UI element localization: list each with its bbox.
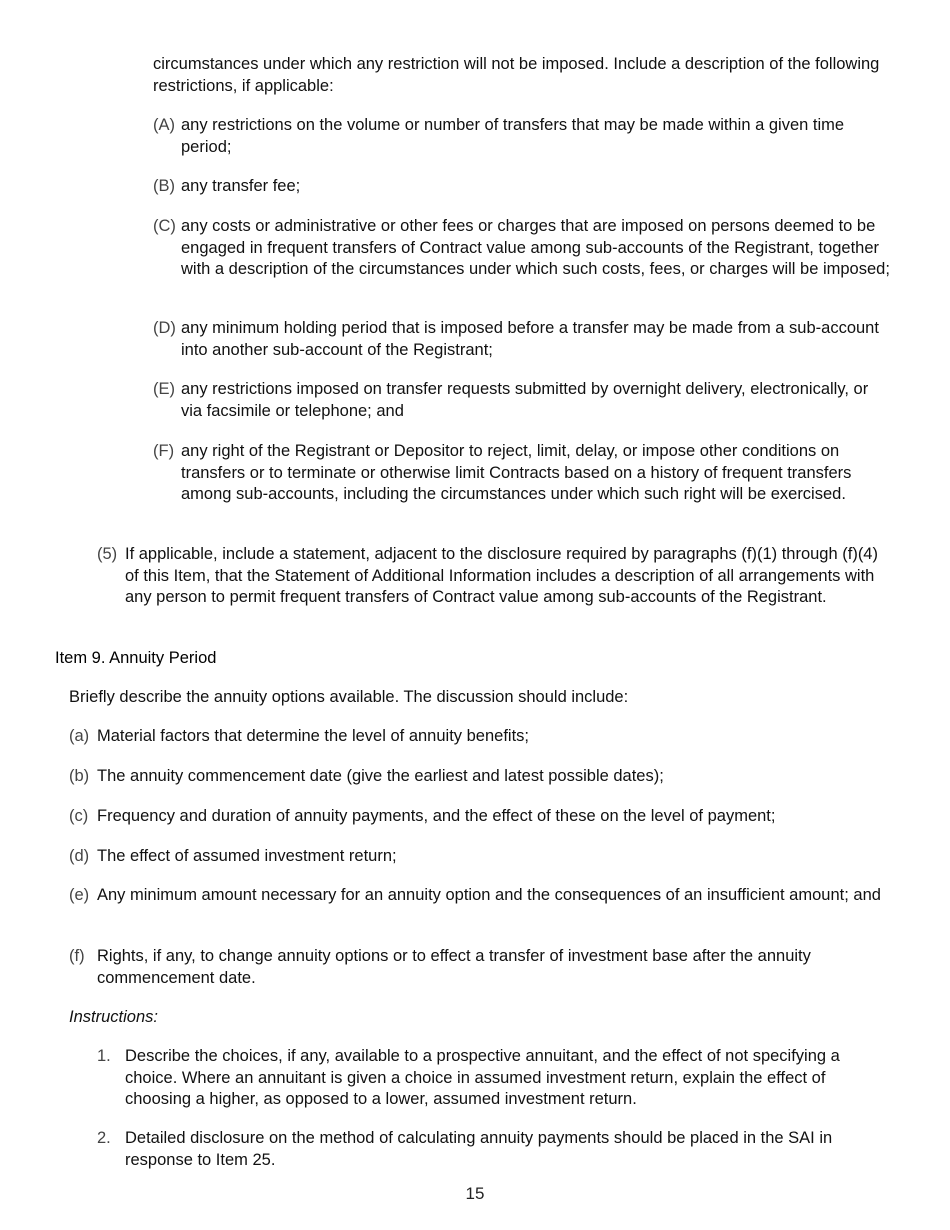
- option-label: (d): [69, 847, 90, 865]
- option-item-c: [69, 806, 889, 828]
- instruction-item-1: [97, 1046, 889, 1111]
- option-text: The effect of assumed investment return;: [97, 847, 397, 865]
- instruction-text: Detailed disclosure on the method of calculating annuity payments should be placed in the SAI in response to Item 25.: [125, 1129, 833, 1169]
- option-text: Any minimum amount necessary for an annuity option and the consequences of an insufficient amount; and: [97, 886, 881, 904]
- option-item-a: [69, 726, 889, 748]
- instruction-label: 2.: [97, 1129, 111, 1147]
- list-label: (B): [153, 177, 175, 195]
- list-text: any restrictions on the volume or number of transfers that may be made within a given time period;: [181, 116, 845, 156]
- list-text: any right of the Registrant or Depositor to reject, limit, delay, or impose other conditions on transfers or to terminate or otherwise limit Contracts based on a history of frequent transfers among sub-accounts, including the circumstances under which such right will be exercised.: [181, 442, 852, 503]
- instruction-text: Describe the choices, if any, available to a prospective annuitant, and the effect of not specifying a choice. Where an annuitant is given a choice in assumed investment return, explain the effect of choosing a higher, as opposed to a lower, assumed investment return.: [125, 1047, 840, 1108]
- option-item-d: [69, 846, 889, 868]
- list-text: any costs or administrative or other fees or charges that are imposed on persons deemed to be engaged in frequent transfers of Contract value among sub-accounts of the Registrant, together with a description of the circumstances under which such costs, fees, or charges will be imposed;: [181, 217, 890, 278]
- option-item-f: [69, 946, 889, 989]
- list-label: (A): [153, 116, 175, 134]
- list-item-c: [153, 216, 893, 281]
- list-item-d: [153, 318, 893, 361]
- list-label: (F): [153, 442, 175, 460]
- instruction-item-2: [97, 1128, 889, 1171]
- section-heading: Item 9. Annuity Period: [55, 649, 217, 667]
- option-label: (b): [69, 767, 90, 785]
- section-intro: Briefly describe the annuity options available. The discussion should include:: [69, 688, 629, 706]
- list-label: (D): [153, 319, 176, 337]
- list-label: (C): [153, 217, 176, 235]
- option-label: (f): [69, 947, 85, 965]
- option-text: Frequency and duration of annuity payments, and the effect of these on the level of payment;: [97, 807, 776, 825]
- page-number: 15: [465, 1184, 485, 1203]
- list-item-e: [153, 379, 893, 422]
- option-label: (a): [69, 727, 90, 745]
- list-item-f: [153, 441, 893, 506]
- list-item-a: [153, 115, 893, 158]
- option-label: (e): [69, 886, 90, 904]
- list-text: any restrictions imposed on transfer requests submitted by overnight delivery, electronically, or via facsimile or telephone; and: [181, 380, 869, 420]
- instructions-label: Instructions:: [69, 1008, 158, 1026]
- list-text: If applicable, include a statement, adjacent to the disclosure required by paragraphs (f)(1) through (f)(4) of this Item, that the Statement of Additional Information includes a description of all arrangements with any person to permit frequent transfers of Contract value among sub-accounts of the Registrant.: [125, 545, 878, 606]
- list-text: any transfer fee;: [181, 177, 301, 195]
- option-text: Rights, if any, to change annuity options or to effect a transfer of investment base after the annuity commencement date.: [97, 947, 811, 987]
- list-label: (E): [153, 380, 175, 398]
- intro-paragraph: [153, 54, 893, 97]
- option-text: The annuity commencement date (give the earliest and latest possible dates);: [97, 767, 664, 785]
- option-label: (c): [69, 807, 89, 825]
- list-label: (5): [97, 545, 118, 563]
- list-text: any minimum holding period that is imposed before a transfer may be made from a sub-account into another sub-account of the Registrant;: [181, 319, 879, 359]
- option-item-b: [69, 766, 889, 788]
- instruction-label: 1.: [97, 1047, 111, 1065]
- option-item-e: [69, 885, 889, 907]
- intro-text: circumstances under which any restriction will not be imposed. Include a description of the following restrictions, if applicable:: [153, 55, 880, 95]
- option-text: Material factors that determine the level of annuity benefits;: [97, 727, 529, 745]
- list-item-5: [97, 544, 881, 609]
- list-item-b: [153, 176, 893, 198]
